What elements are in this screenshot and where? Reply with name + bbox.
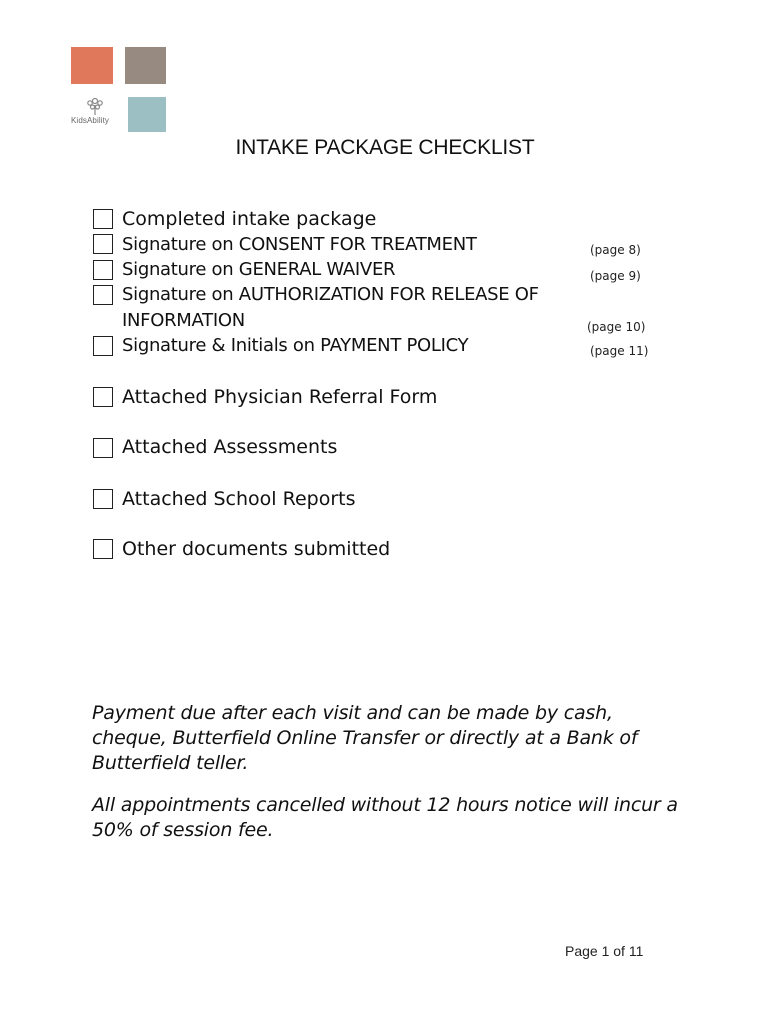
page-title: INTAKE PACKAGE CHECKLIST xyxy=(235,136,535,159)
cancellation-note: All appointments cancelled without 12 hours notice will incur a 50% of session fee. xyxy=(92,794,678,841)
checkbox-completed-intake-package[interactable] xyxy=(93,209,113,229)
checklist-label: Other documents submitted xyxy=(122,538,391,560)
checkbox-school-reports[interactable] xyxy=(93,489,113,509)
page-reference: (page 10) xyxy=(587,320,646,334)
logo-square-brown xyxy=(125,47,166,84)
page-reference: (page 11) xyxy=(590,344,649,358)
checklist-label: Attached School Reports xyxy=(122,488,356,510)
checklist-label: Signature on CONSENT FOR TREATMENT xyxy=(122,234,477,255)
checklist-label: Attached Assessments xyxy=(122,436,338,458)
tree-icon xyxy=(84,96,106,116)
logo-brand-text: KidsAbility xyxy=(71,116,110,125)
logo-square-teal xyxy=(128,97,166,132)
checklist-label: Completed intake package xyxy=(122,208,377,230)
checkbox-other-documents[interactable] xyxy=(93,539,113,559)
checkbox-authorization-release[interactable] xyxy=(93,285,113,305)
checklist-label: Attached Physician Referral Form xyxy=(122,386,438,408)
checkbox-payment-policy[interactable] xyxy=(93,336,113,356)
checkbox-physician-referral[interactable] xyxy=(93,387,113,407)
page-number: Page 1 of 11 xyxy=(565,943,644,959)
checklist-label: Signature & Initials on PAYMENT POLICY xyxy=(122,335,469,356)
page-reference: (page 8) xyxy=(590,243,641,257)
checkbox-assessments[interactable] xyxy=(93,438,113,458)
checkbox-consent-for-treatment[interactable] xyxy=(93,234,113,254)
checklist-label: Signature on AUTHORIZATION FOR RELEASE OF xyxy=(122,284,539,305)
logo-square-orange xyxy=(71,47,113,84)
checklist-label-continued: INFORMATION xyxy=(122,310,245,331)
checkbox-general-waiver[interactable] xyxy=(93,260,113,280)
page-reference: (page 9) xyxy=(590,269,641,283)
payment-note: Payment due after each visit and can be made by cash, cheque, Butterfield Online Transfer or directly at a Bank of Butterfield teller. xyxy=(92,702,638,774)
checklist-label: Signature on GENERAL WAIVER xyxy=(122,259,396,280)
